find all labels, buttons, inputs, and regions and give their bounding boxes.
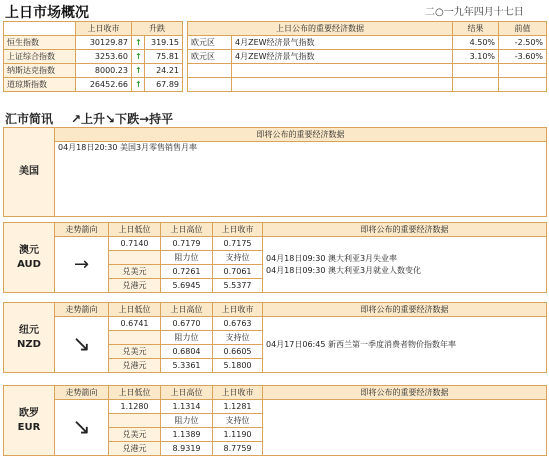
col-close: 上日收市 <box>76 22 132 36</box>
fx-legend: ↗上升↘下跌→持平 <box>71 112 174 126</box>
econ-result: 3.10% <box>453 50 499 64</box>
currency-block-aud <box>3 222 547 293</box>
upcoming-events <box>263 400 547 456</box>
col-close: 上日收市 <box>213 386 263 400</box>
table-cell: 0.6605 <box>213 345 263 359</box>
up-arrow-icon: ↑ <box>132 78 145 92</box>
economic-data-table <box>187 21 547 92</box>
upcoming-events <box>263 237 547 293</box>
econ-title: 上日公布的重要经济数据 <box>188 22 453 36</box>
col-trend: 走势箭向 <box>55 303 109 317</box>
table-cell: 8.9319 <box>161 442 213 456</box>
table-cell: 1.1281 <box>213 400 263 414</box>
text: 04月18日09:30 澳大利亚3月就业人数变化 <box>266 265 422 275</box>
report-date: 二○一九年四月十七日 <box>425 7 524 18</box>
econ-item: 4月ZEW经济景气指数 <box>232 50 453 64</box>
text: 欧罗 <box>19 407 39 419</box>
table-cell: 支持位 <box>213 331 263 345</box>
page-title: 上日市场概况 <box>5 5 89 21</box>
table-cell: 5.3361 <box>161 359 213 373</box>
market-overview-table <box>3 21 183 92</box>
econ-prev: -3.60% <box>499 50 547 64</box>
col-low: 上日低位 <box>109 223 161 237</box>
table-row <box>4 50 183 64</box>
up-arrow-icon: ↑ <box>132 50 145 64</box>
col-low: 上日低位 <box>109 303 161 317</box>
text: 澳元 <box>19 244 39 256</box>
us-label: 美国 <box>4 128 55 217</box>
table-cell: 0.7140 <box>109 237 161 251</box>
table-cell: 兑港元 <box>109 442 161 456</box>
table-cell: 1.1389 <box>161 428 213 442</box>
table-cell: 支持位 <box>213 251 263 265</box>
index-change: 75.81 <box>145 50 183 64</box>
upcoming-events <box>263 317 547 373</box>
text: AUD <box>17 258 41 270</box>
fx-section-title: 汇市简讯 <box>5 112 54 126</box>
index-name: 道琼斯指数 <box>4 78 76 92</box>
index-name: 纳斯达克指数 <box>4 64 76 78</box>
col-prev: 前值 <box>499 22 547 36</box>
currency-label <box>4 303 55 373</box>
table-cell: 1.1280 <box>109 400 161 414</box>
index-close: 30129.87 <box>76 36 132 50</box>
table-cell: 阻力位 <box>161 414 213 428</box>
econ-region: 欧元区 <box>188 36 232 50</box>
text: EUR <box>17 421 41 433</box>
table-row <box>4 64 183 78</box>
index-change: 319.15 <box>145 36 183 50</box>
index-close: 26452.66 <box>76 78 132 92</box>
text: 04月18日09:30 澳大利亚3月失业率 <box>266 253 398 263</box>
right-arrow-icon: → <box>55 237 109 293</box>
col-trend: 走势箭向 <box>55 223 109 237</box>
index-change: 67.89 <box>145 78 183 92</box>
econ-item: 4月ZEW经济景气指数 <box>232 36 453 50</box>
text: 04月17日06:45 新西兰第一季度消费者物价指数年率 <box>266 339 456 349</box>
up-arrow-icon: ↑ <box>132 36 145 50</box>
table-row <box>188 50 547 64</box>
down-arrow-icon: ↘ <box>55 400 109 456</box>
us-block <box>3 127 547 217</box>
table-cell: 0.7261 <box>161 265 213 279</box>
currency-label <box>4 223 55 293</box>
col-result: 结果 <box>453 22 499 36</box>
table-cell: 兑美元 <box>109 265 161 279</box>
table-row <box>4 78 183 92</box>
col-trend: 走势箭向 <box>55 386 109 400</box>
table-cell: 0.7061 <box>213 265 263 279</box>
table-cell: 0.7175 <box>213 237 263 251</box>
table-cell: 1.1314 <box>161 400 213 414</box>
upcoming-title: 即将公布的重要经济数据 <box>263 303 547 317</box>
table-cell: 阻力位 <box>161 331 213 345</box>
col-high: 上日高位 <box>161 303 213 317</box>
index-name: 上证综合指数 <box>4 50 76 64</box>
table-row <box>188 36 547 50</box>
upcoming-title: 即将公布的重要经济数据 <box>263 386 547 400</box>
us-upcoming-title: 即将公布的重要经济数据 <box>55 128 547 142</box>
econ-region: 欧元区 <box>188 50 232 64</box>
index-close: 3253.60 <box>76 50 132 64</box>
currency-label <box>4 386 55 456</box>
table-cell: 5.1800 <box>213 359 263 373</box>
upcoming-title: 即将公布的重要经济数据 <box>263 223 547 237</box>
econ-prev: -2.50% <box>499 36 547 50</box>
table-cell: 兑港元 <box>109 359 161 373</box>
table-cell: 8.7759 <box>213 442 263 456</box>
table-cell: 兑美元 <box>109 428 161 442</box>
table-cell: 0.6763 <box>213 317 263 331</box>
currency-block-eur <box>3 385 547 456</box>
col-close: 上日收市 <box>213 303 263 317</box>
up-arrow-icon: ↑ <box>132 64 145 78</box>
table-cell: 兑港元 <box>109 279 161 293</box>
us-upcoming-item: 04月18日20:30 美国3月零售销售月率 <box>55 142 547 217</box>
text: 纽元 <box>19 324 39 336</box>
index-close: 8000.23 <box>76 64 132 78</box>
table-cell: 支持位 <box>213 414 263 428</box>
currency-block-nzd <box>3 302 547 373</box>
col-low: 上日低位 <box>109 386 161 400</box>
table-cell: 阻力位 <box>161 251 213 265</box>
table-cell: 5.6945 <box>161 279 213 293</box>
index-name: 恒生指数 <box>4 36 76 50</box>
col-high: 上日高位 <box>161 386 213 400</box>
text: NZD <box>17 338 41 350</box>
col-close: 上日收市 <box>213 223 263 237</box>
col-change: 升跌 <box>132 22 183 36</box>
econ-result: 4.50% <box>453 36 499 50</box>
table-cell: 0.7179 <box>161 237 213 251</box>
index-change: 24.21 <box>145 64 183 78</box>
table-cell: 0.6804 <box>161 345 213 359</box>
down-arrow-icon: ↘ <box>55 317 109 373</box>
table-cell: 1.1190 <box>213 428 263 442</box>
table-row <box>4 36 183 50</box>
table-cell: 0.6770 <box>161 317 213 331</box>
table-cell: 0.6741 <box>109 317 161 331</box>
table-cell: 兑美元 <box>109 345 161 359</box>
col-high: 上日高位 <box>161 223 213 237</box>
table-cell: 5.5377 <box>213 279 263 293</box>
